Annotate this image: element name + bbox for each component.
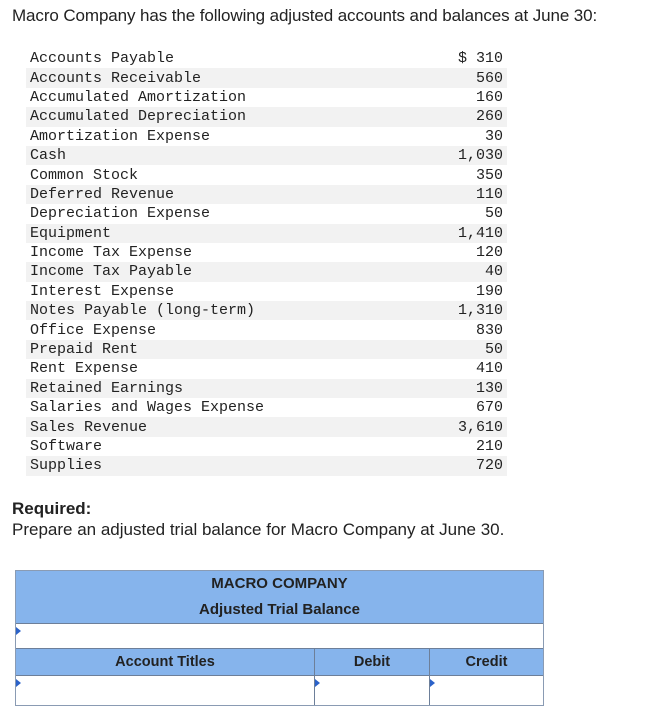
account-row [26, 262, 507, 281]
account-row [26, 417, 507, 436]
account-name: Cash [26, 146, 425, 165]
input-marker-icon [16, 679, 21, 687]
debit-header: Debit [315, 649, 430, 675]
account-name: Rent Expense [30, 360, 139, 378]
account-row [26, 398, 507, 417]
account-amount: 830 [475, 321, 503, 339]
account-name: Depreciation Expense [30, 205, 211, 223]
account-name: Sales Revenue [26, 417, 425, 436]
input-marker-icon [315, 679, 320, 687]
account-name: Supplies [26, 456, 425, 475]
account-row [26, 243, 507, 262]
account-amount: 260 [425, 107, 507, 126]
account-name: Office Expense [30, 321, 157, 339]
account-amount: 110 [425, 185, 507, 204]
account-row [26, 282, 507, 301]
account-amount: 40 [425, 262, 507, 281]
account-name: Salaries and Wages Expense [30, 399, 265, 417]
input-marker-icon [16, 627, 21, 635]
company-name: MACRO COMPANY [16, 571, 543, 599]
account-amount: 410 [475, 360, 503, 378]
account-title-input[interactable] [16, 676, 315, 705]
required-label: Required: [12, 499, 92, 518]
account-row [26, 165, 507, 184]
account-name: Equipment [26, 224, 425, 243]
credit-input[interactable] [430, 676, 543, 705]
account-name: Accounts Payable [30, 50, 175, 68]
input-marker-icon [430, 679, 435, 687]
trial-balance-worksheet [15, 570, 544, 706]
account-name: Amortization Expense [30, 127, 211, 145]
account-amount: 1,030 [425, 146, 507, 165]
accounts-list [26, 49, 507, 476]
account-amount: 50 [484, 205, 503, 223]
account-amount: 190 [475, 282, 503, 300]
account-row [26, 224, 507, 243]
account-row [26, 49, 507, 68]
account-row [26, 185, 507, 204]
account-amount: 130 [425, 379, 507, 398]
account-row [26, 379, 507, 398]
account-row [26, 340, 507, 359]
account-name: Accumulated Depreciation [26, 107, 425, 126]
account-row [26, 68, 507, 87]
account-name: Income Tax Payable [26, 262, 425, 281]
account-amount: 1,310 [425, 301, 507, 320]
account-name: Common Stock [30, 166, 139, 184]
account-name: Notes Payable (long-term) [26, 301, 425, 320]
credit-header: Credit [465, 654, 508, 670]
account-titles-header: Account Titles [16, 649, 315, 675]
account-amount: 670 [475, 399, 503, 417]
date-input-row[interactable] [16, 623, 543, 649]
entry-row [16, 675, 543, 705]
account-name: Retained Earnings [26, 379, 425, 398]
required-section [12, 498, 504, 540]
account-name: Software [30, 438, 103, 455]
account-name: Interest Expense [30, 282, 175, 300]
debit-input[interactable] [315, 676, 430, 705]
account-name: Income Tax Expense [30, 244, 193, 262]
account-amount: 1,410 [425, 224, 507, 243]
account-row [26, 204, 507, 223]
account-name: Accounts Receivable [26, 68, 425, 87]
account-amount: 560 [425, 68, 507, 87]
problem-intro: Macro Company has the following adjusted accounts and balances at June 30: [12, 6, 598, 25]
account-amount: 210 [475, 438, 503, 455]
account-row [26, 359, 507, 378]
account-row [26, 107, 507, 126]
account-name: Accumulated Amortization [30, 88, 247, 106]
column-header-row [16, 649, 543, 675]
account-row [26, 320, 507, 339]
account-amount: 160 [475, 88, 503, 106]
account-row [26, 88, 507, 107]
account-amount: 720 [425, 456, 507, 475]
required-text: Prepare an adjusted trial balance for Macro Company at June 30. [12, 520, 505, 539]
account-amount: $ 310 [457, 50, 503, 68]
account-name: Prepaid Rent [26, 340, 425, 359]
account-row [26, 146, 507, 165]
account-name: Deferred Revenue [26, 185, 425, 204]
account-row [26, 301, 507, 320]
account-row [26, 437, 507, 456]
account-row [26, 127, 507, 146]
account-amount: 50 [425, 340, 507, 359]
account-amount: 350 [475, 166, 503, 184]
account-amount: 120 [475, 244, 503, 262]
statement-title: Adjusted Trial Balance [16, 598, 543, 623]
account-amount: 30 [484, 127, 503, 145]
account-row [26, 456, 507, 475]
account-amount: 3,610 [425, 417, 507, 436]
